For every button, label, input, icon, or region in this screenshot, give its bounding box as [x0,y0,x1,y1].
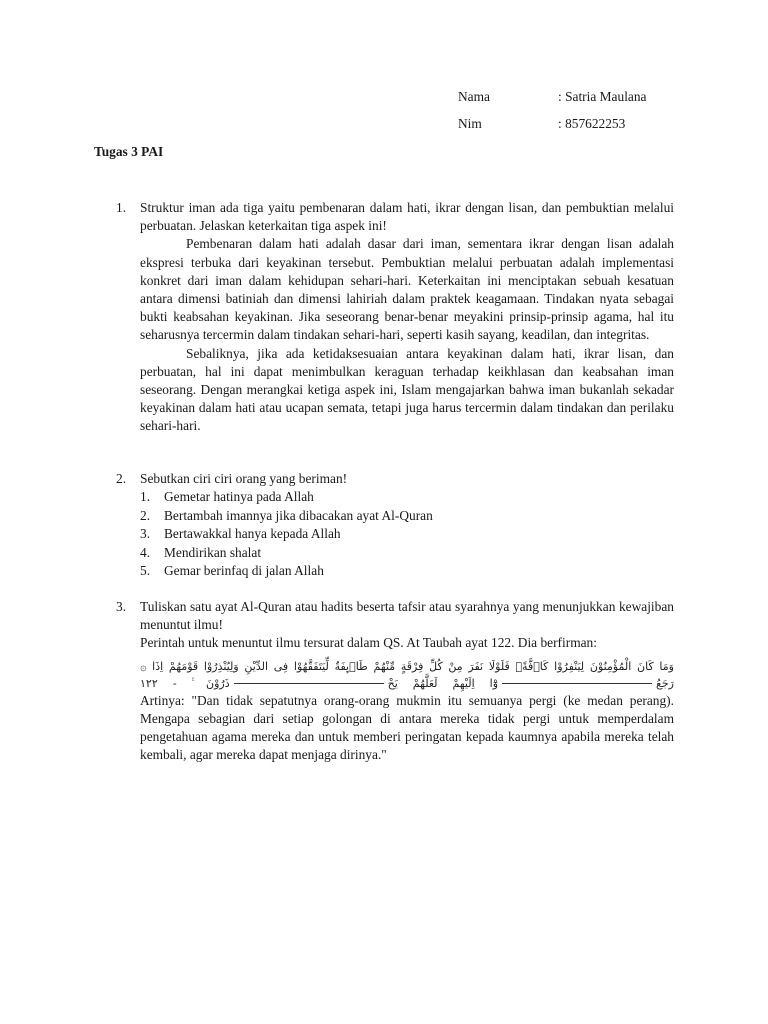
question-text: Sebutkan ciri ciri orang yang beriman! [140,471,348,486]
question-number: 2. [116,471,127,486]
name-value: : Satria Maulana [558,89,647,104]
list-item [140,544,674,563]
answer-paragraph: Pembenaran dalam hati adalah dasar dari iman, sementara ikrar dengan lisan adalah ekspresi terbuka dari keyakinan tersebut. Pembuktian melalui perbuatan adalah implementasi konkret dari iman dalam kehidupan sehari-hari. Keterkaitan ini menciptakan sebuah kesatuan antara dimensi batiniah dan dimensi lahiriah dalam praktek keagamaan. Tindakan nyata sebagai bukti keabsahan keyakinan. Jika seseorang benar-benar meyakini prinsip-prinsip agama, hal itu seharusnya tercermin dalam tindakan sehari-hari, seperti kasih sayang, keadilan, dan integritas. [140,236,674,343]
list-item-number: 2. [140,507,151,523]
faith-traits-list [140,488,674,581]
list-item-number: 1. [140,489,151,505]
list-item-text: Mendirikan shalat [164,544,262,560]
answer-paragraph: Sebaliknya, jika ada ketidaksesuaian antara keyakinan dalam hati, ikrar lisan, dan perbuatan, hal ini dapat menimbulkan keraguan terhadap keikhlasan dan keabsahan iman seseorang. Dengan merangkai ketiga aspek ini, Islam mengajarkan bahwa iman bukanlah sekadar keyakinan dalam hati atau ucapan semata, tetapi juga harus tercermin dalam tindakan dan perilaku sehari-hari. [140,345,674,434]
list-item-text: Bertawakkal hanya kepada Allah [164,526,341,542]
name-label: Nama [458,89,490,104]
verse-intro: Perintah untuk menuntut ilmu tersurat dalam QS. At Taubah ayat 122. Dia berfirman: [140,635,597,651]
list-item [140,562,674,581]
question-number: 3. [116,599,127,614]
question-number: 1. [116,200,127,215]
question-text: Tuliskan satu ayat Al-Quran atau hadits beserta tafsir atau syarahnya yang menunjukkan kewajiban menuntut ilmu! [140,599,674,633]
nim-row [458,115,647,142]
question-text: Struktur iman ada tiga yaitu pembenaran dalam hati, ikrar dengan lisan, dan pembuktian melalui perbuatan. Jelaskan keterkaitan tiga aspek ini! [140,200,674,234]
arabic-verse-line-2 [140,675,674,692]
list-item [140,488,674,507]
list-item-number: 3. [140,526,151,542]
list-item [140,525,674,544]
list-item [140,507,674,526]
list-item-text: Gemetar hatinya pada Allah [164,489,314,505]
arabic-verse-fragment: رَجَعُ [656,676,674,690]
question-1 [116,199,674,436]
arabic-verse [140,658,674,692]
list-item-number: 4. [140,544,151,560]
arabic-verse-line-1: وَمَا كَانَ الْمُؤْمِنُوْنَ لِيَنْفِرُوْا كَاۤفَّةًۗ فَلَوْلَا نَفَرَ مِنْ كُلِّ فِرْقَةٍ مِّنْهُمْ طَاۤىِٕفَةٌ لِّيَتَفَقَّهُوْا فِى الدِّيْنِ وَلِيُنْذِرُوْا قَوْمَهُمْ اِذَا ۞ [140,659,674,673]
nim-label: Nim [458,116,482,131]
verse-translation: Artinya: "Dan tidak sepatutnya orang-orang mukmin itu semuanya pergi (ke medan perang). Mengapa sebagian dari setiap golongan di antara mereka tidak pergi untuk memperdalam pengetahuan agama mereka dan untuk memberi peringatan kepada kaumnya apabila mereka telah kembali, agar mereka dapat menjaga dirinya." [140,692,674,763]
document-title: Tugas 3 PAI [94,144,164,159]
arabic-verse-fragment: وْٓا اِلَيْهِمْ لَعَلَّهُمْ يَحْ [387,676,499,690]
list-item-text: Bertambah imannya jika dibacakan ayat Al-Quran [164,507,433,523]
elongation-line [234,683,384,684]
nim-value: : 857622253 [558,116,626,131]
question-2 [116,470,674,581]
name-row [458,88,647,115]
arabic-verse-fragment: ذَرُوْنَ ࣖ - ١٢٢ [140,676,230,690]
list-item-number: 5. [140,563,151,579]
question-3 [116,598,674,764]
list-item-text: Gemar berinfaq di jalan Allah [164,563,324,579]
student-identity [458,88,647,142]
elongation-line [502,683,652,684]
